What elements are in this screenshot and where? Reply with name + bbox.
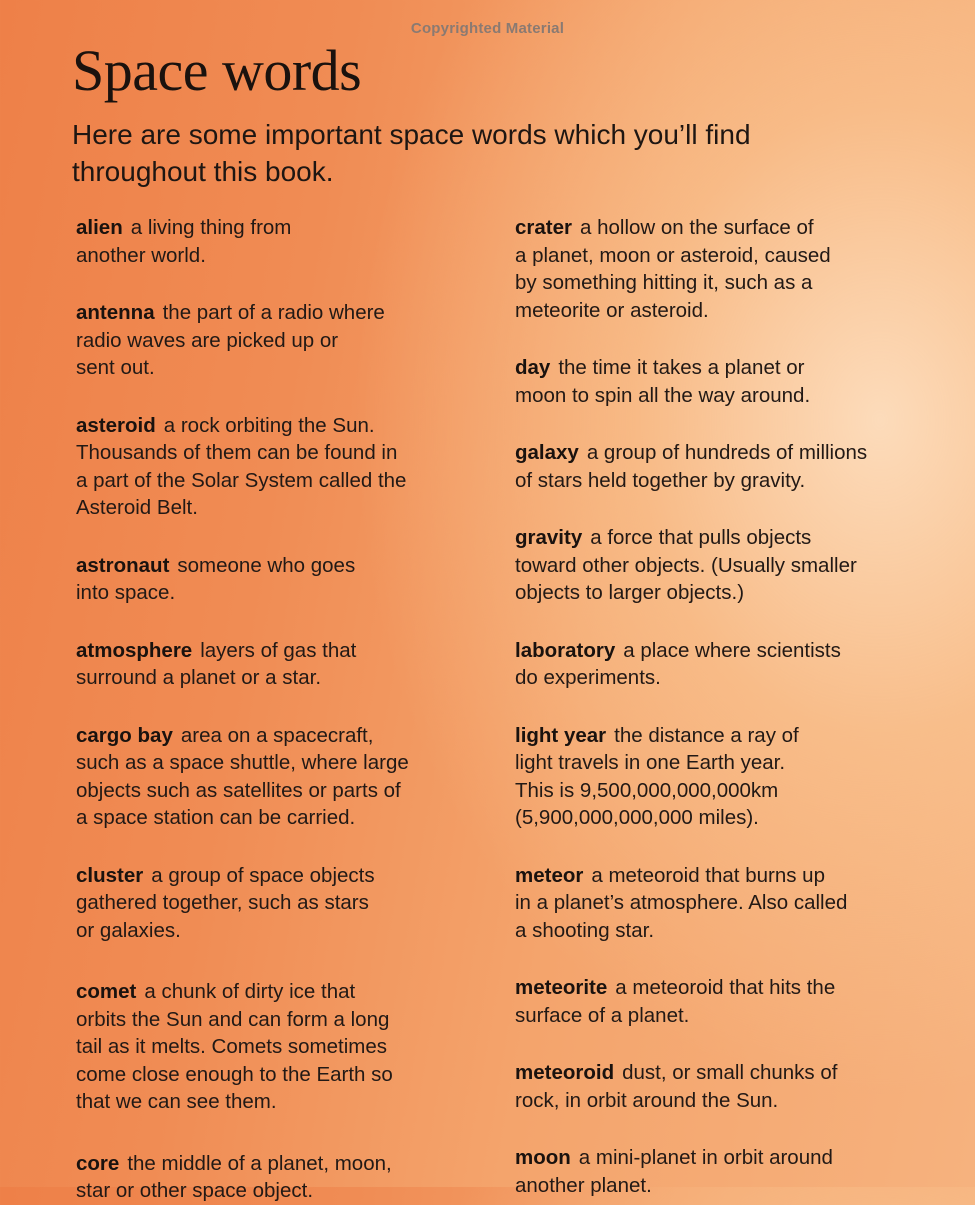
glossary-definition-text: a group of hundreds of millions <box>586 441 868 464</box>
glossary-definition-text: sent out. <box>76 356 155 379</box>
glossary-definition-text: into space. <box>76 581 176 604</box>
glossary-definition-text: the time it takes a planet or <box>558 356 805 379</box>
glossary-entry <box>515 974 960 1029</box>
entry-line <box>76 1088 496 1116</box>
entry-line <box>76 214 496 242</box>
glossary-term: core <box>76 1151 120 1175</box>
entry-line <box>515 1172 960 1200</box>
entry-line <box>515 804 960 832</box>
glossary-term: crater <box>515 216 572 239</box>
glossary-term: meteorite <box>515 976 608 999</box>
glossary-definition-text: toward other objects. (Usually smaller <box>515 553 857 577</box>
glossary-definition-text: objects such as satellites or parts of <box>76 778 401 802</box>
glossary-term: astronaut <box>76 553 170 577</box>
glossary-definition-text: a group of space objects <box>151 863 375 887</box>
glossary-entry <box>76 1150 496 1205</box>
copyright-watermark: Copyrighted Material <box>410 20 565 37</box>
glossary-definition-text: surface of a planet. <box>515 1003 690 1027</box>
glossary-term: moon <box>515 1146 571 1169</box>
entry-line <box>76 579 496 607</box>
glossary-definition-text: rock, in orbit around the Sun. <box>515 1088 779 1112</box>
glossary-entry <box>76 552 496 607</box>
glossary-definition-text: someone who goes <box>177 553 356 577</box>
entry-line <box>515 467 960 495</box>
entry-line <box>515 637 960 665</box>
glossary-term: gravity <box>515 526 583 549</box>
entry-line <box>76 1061 496 1089</box>
glossary-entry <box>76 722 496 832</box>
entry-line <box>76 299 496 327</box>
entry-line <box>515 214 960 242</box>
glossary-definition-text: that we can see them. <box>76 1090 277 1113</box>
entry-line <box>515 1144 960 1172</box>
glossary-definition-text: a space station can be carried. <box>76 806 356 829</box>
glossary-definition-text: another world. <box>76 243 206 267</box>
entry-line <box>515 269 960 297</box>
glossary-definition-text: a shooting star. <box>515 918 655 942</box>
entry-line <box>76 494 496 522</box>
glossary-definition-text: dust, or small chunks of <box>622 1061 838 1084</box>
glossary-definition-text: a chunk of dirty ice that <box>144 980 356 1003</box>
entry-line <box>515 777 960 805</box>
glossary-term: comet <box>76 980 137 1003</box>
entry-line <box>76 354 496 382</box>
entry-line <box>76 889 496 917</box>
entry-line <box>76 917 496 945</box>
glossary-definition-text: star or other space object. <box>76 1179 314 1202</box>
glossary-definition-text: radio waves are picked up or <box>76 328 339 352</box>
glossary-column-right <box>515 214 960 1199</box>
glossary-definition-text: a rock orbiting the Sun. <box>163 413 375 437</box>
glossary-term: light year <box>515 723 607 747</box>
glossary-entry <box>515 524 960 607</box>
entry-line <box>515 439 960 467</box>
glossary-definition-text: Asteroid Belt. <box>76 496 198 519</box>
entry-line <box>515 382 960 410</box>
glossary-definition-text: surround a planet or a star. <box>76 666 322 689</box>
glossary-term: alien <box>76 216 123 239</box>
entry-line <box>515 862 960 890</box>
entry-line <box>515 1087 960 1115</box>
glossary-definition-text: This is 9,500,000,000,000km <box>515 778 779 802</box>
glossary-definition-text: moon to spin all the way around. <box>515 383 811 407</box>
glossary-entry <box>76 412 496 522</box>
glossary-definition-text: orbits the Sun and can form a long <box>76 1007 390 1031</box>
entry-line <box>76 777 496 805</box>
glossary-definition-text: of stars held together by gravity. <box>515 468 806 492</box>
glossary-entry <box>515 354 960 409</box>
glossary-definition-text: a meteoroid that burns up <box>591 863 825 887</box>
entry-line <box>515 1059 960 1087</box>
entry-line <box>76 1033 496 1061</box>
entry-line <box>76 664 496 692</box>
glossary-definition-text: the middle of a planet, moon, <box>127 1151 392 1175</box>
glossary-definition-text: meteorite or asteroid. <box>515 298 709 322</box>
glossary-definition-text: or galaxies. <box>76 918 181 942</box>
entry-line <box>76 862 496 890</box>
glossary-definition-text: tail as it melts. Comets sometimes <box>76 1035 387 1058</box>
entry-line <box>76 439 496 467</box>
glossary-entry <box>515 637 960 692</box>
entry-line <box>76 1006 496 1034</box>
glossary-term: asteroid <box>76 413 156 437</box>
glossary-definition-text: do experiments. <box>515 666 661 689</box>
glossary-column-left <box>76 214 496 1205</box>
glossary-definition-text: the part of a radio where <box>162 301 385 324</box>
entry-line <box>76 749 496 777</box>
glossary-term: laboratory <box>515 638 616 662</box>
glossary-definition-text: a mini-planet in orbit around <box>578 1146 833 1169</box>
entry-line <box>515 722 960 750</box>
glossary-term: meteor <box>515 863 584 887</box>
glossary-definition-text: Thousands of them can be found in <box>76 441 398 464</box>
entry-line <box>76 412 496 440</box>
page-title: Space words <box>72 38 362 103</box>
glossary-definition-text: layers of gas that <box>200 638 357 662</box>
entry-line <box>76 637 496 665</box>
glossary-definition-text: a part of the Solar System called the <box>76 468 407 492</box>
glossary-term: atmosphere <box>76 638 193 662</box>
glossary-entry <box>76 637 496 692</box>
entry-line <box>515 1002 960 1030</box>
glossary-definition-text: a meteoroid that hits the <box>615 976 836 999</box>
glossary-entry <box>76 978 496 1116</box>
glossary-definition-text: a place where scientists <box>623 638 841 662</box>
entry-line <box>76 467 496 495</box>
glossary-term: antenna <box>76 301 155 324</box>
entry-line <box>515 889 960 917</box>
entry-line <box>515 974 960 1002</box>
glossary-definition-text: a living thing from <box>130 216 292 239</box>
glossary-term: cargo bay <box>76 723 173 747</box>
glossary-definition-text: come close enough to the Earth so <box>76 1062 393 1086</box>
glossary-entry <box>76 299 496 382</box>
entry-line <box>76 552 496 580</box>
glossary-definition-text: a force that pulls objects <box>590 526 812 549</box>
glossary-definition-text: another planet. <box>515 1173 652 1197</box>
entry-line <box>76 1177 496 1205</box>
glossary-definition-text: light travels in one Earth year. <box>515 751 786 774</box>
intro-line: Here are some important space words which you’ll find <box>72 119 751 150</box>
glossary-term: day <box>515 356 551 379</box>
glossary-definition-text: a planet, moon or asteroid, caused <box>515 243 831 267</box>
entry-line <box>515 354 960 382</box>
entry-line <box>76 1150 496 1178</box>
intro-line: throughout this book. <box>72 156 334 187</box>
entry-line <box>515 297 960 325</box>
glossary-entry <box>515 862 960 945</box>
glossary-definition-text: a hollow on the surface of <box>580 216 814 239</box>
page-intro <box>72 116 892 190</box>
glossary-term: cluster <box>76 863 144 887</box>
glossary-term: galaxy <box>515 441 579 464</box>
entry-line <box>515 579 960 607</box>
glossary-entry <box>515 439 960 494</box>
glossary-definition-text: by something hitting it, such as a <box>515 271 813 294</box>
glossary-entry <box>515 722 960 832</box>
entry-line <box>515 664 960 692</box>
entry-line <box>515 242 960 270</box>
glossary-definition-text: (5,900,000,000,000 miles). <box>515 806 759 829</box>
glossary-entry <box>76 862 496 945</box>
glossary-definition-text: in a planet’s atmosphere. Also called <box>515 891 848 914</box>
glossary-definition-text: the distance a ray of <box>614 723 799 747</box>
entry-line <box>76 327 496 355</box>
entry-line <box>515 749 960 777</box>
glossary-definition-text: objects to larger objects.) <box>515 581 745 604</box>
glossary-entry <box>515 214 960 324</box>
entry-line <box>76 978 496 1006</box>
glossary-definition-text: area on a spacecraft, <box>180 723 374 747</box>
glossary-term: meteoroid <box>515 1061 615 1084</box>
entry-line <box>76 804 496 832</box>
glossary-entry <box>76 214 496 269</box>
entry-line <box>515 524 960 552</box>
entry-line <box>76 722 496 750</box>
glossary-entry <box>515 1144 960 1199</box>
glossary-definition-text: gathered together, such as stars <box>76 891 369 914</box>
glossary-definition-text: such as a space shuttle, where large <box>76 751 409 774</box>
entry-line <box>515 917 960 945</box>
glossary-entry <box>515 1059 960 1114</box>
entry-line <box>76 242 496 270</box>
entry-line <box>515 552 960 580</box>
